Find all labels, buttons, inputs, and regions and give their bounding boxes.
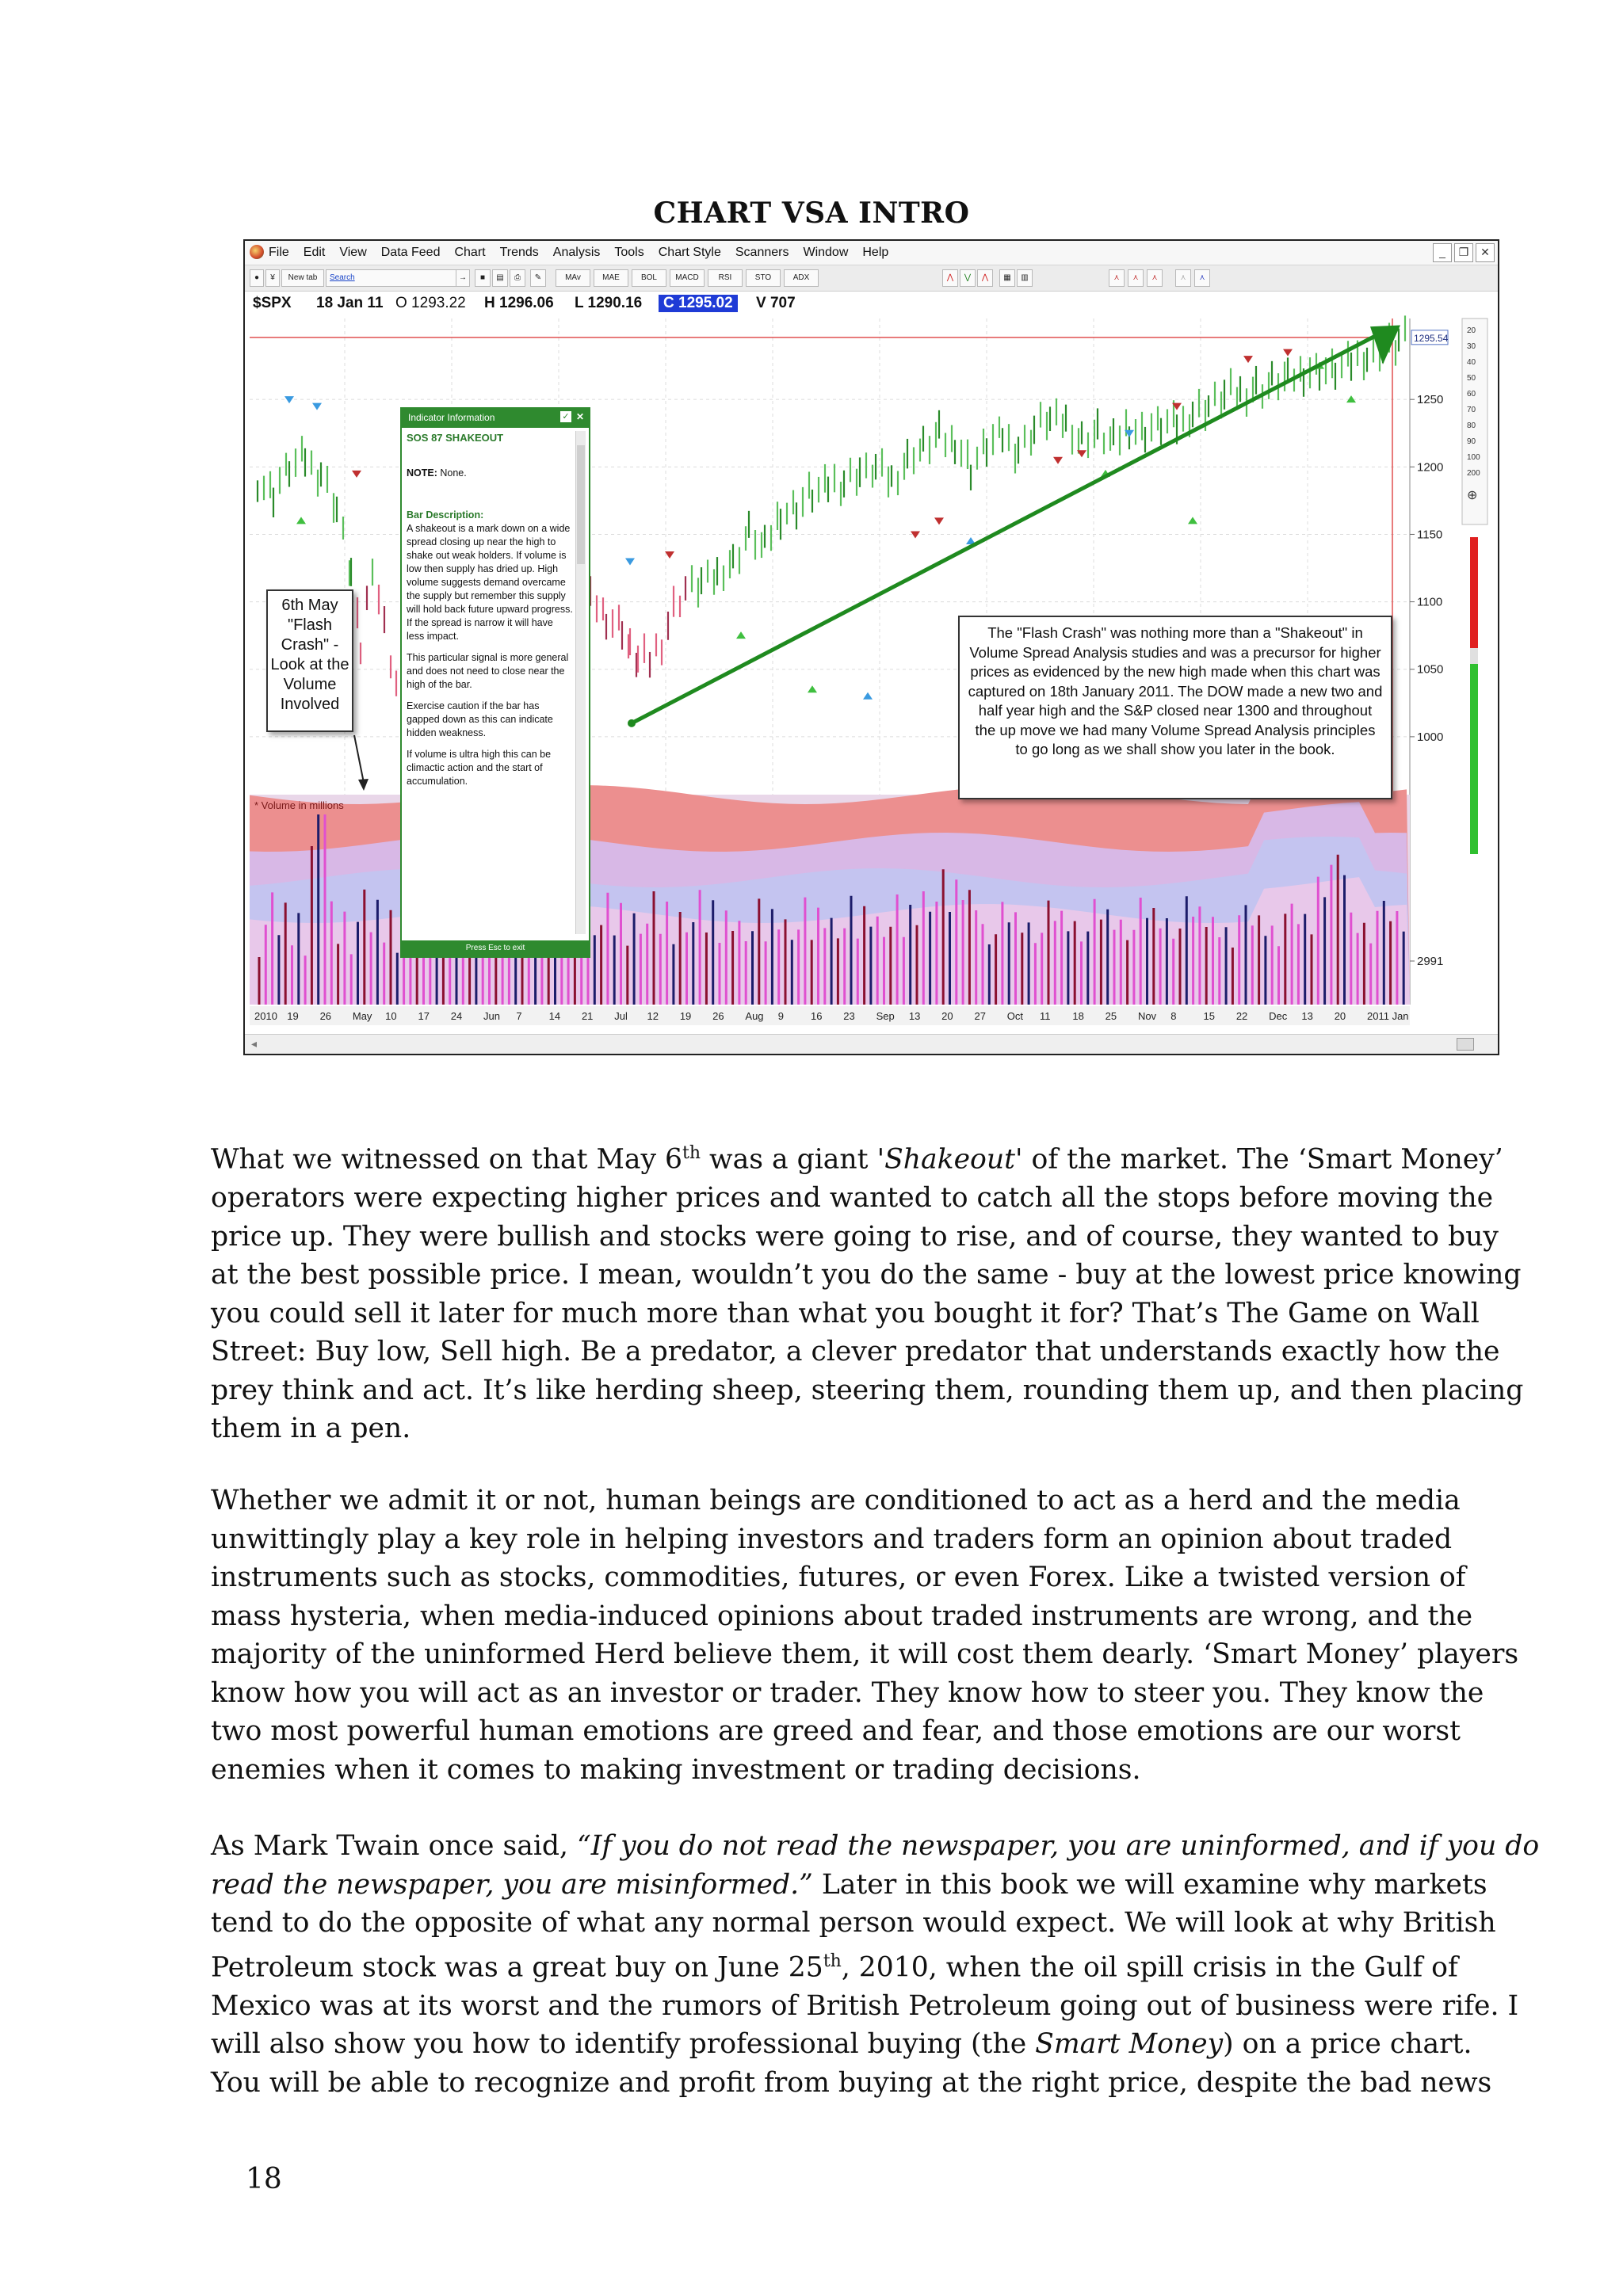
menu-item-analysis[interactable]: Analysis xyxy=(552,246,601,259)
horizontal-scrollbar[interactable] xyxy=(245,1034,1498,1054)
p3-line-3: tend to do the opposite of what any normal person would expect. We will look at why British xyxy=(211,1907,1496,1939)
restore-icon[interactable]: ❐ xyxy=(1454,243,1473,262)
indicator-button-mae[interactable]: MAE xyxy=(594,269,628,287)
description-p1: A shakeout is a mark down on a wide spread closing up near the high to shake out weak holders. If volume is low then supply has dried up. High volume suggests demand overcame the supply but remember this supply will hold back future upward progress. If the spread is narrow it will have less impact. xyxy=(407,523,573,642)
p1-line-5: you could sell it later for much more than what you bought it for? That’s The Game on Wall xyxy=(211,1297,1480,1329)
p3-line-2b: Later in this book we will examine why markets xyxy=(812,1868,1487,1901)
quote-open: O 1293.22 xyxy=(395,295,466,311)
paragraph-2 xyxy=(211,1482,1542,1789)
vsa-green-bar xyxy=(1470,664,1478,854)
date-tick-label: 12 xyxy=(647,1010,659,1022)
date-tick-label: 24 xyxy=(450,1010,463,1022)
last-price-tag: 1295.54 xyxy=(1414,332,1449,344)
note-label: NOTE: xyxy=(407,467,437,479)
description-p4: If volume is ultra high this can be climactic action and the start of accumulation. xyxy=(407,749,552,787)
popup-body xyxy=(407,431,573,796)
scroll-grip[interactable] xyxy=(1457,1038,1474,1051)
date-tick-label: Jun xyxy=(483,1010,501,1022)
quote-low: L 1290.16 xyxy=(575,295,643,311)
date-tick-label: 17 xyxy=(418,1010,430,1022)
minimize-icon[interactable]: _ xyxy=(1433,243,1452,262)
menu-item-data-feed[interactable]: Data Feed xyxy=(380,246,441,259)
page-number: 18 xyxy=(246,2163,282,2195)
chevron-down-icon[interactable]: ¥ xyxy=(265,269,280,287)
close-icon[interactable]: ✕ xyxy=(1476,243,1495,262)
p3-line-1 xyxy=(211,1827,1542,1866)
date-tick-label: 13 xyxy=(908,1010,921,1022)
date-tick-label: 20 xyxy=(1334,1010,1346,1022)
date-tick-label: May xyxy=(352,1010,372,1022)
trend-up-icon[interactable]: ⋁ xyxy=(960,269,976,287)
go-arrow-icon[interactable]: → xyxy=(456,269,470,287)
close-icon[interactable]: ✕ xyxy=(575,411,584,422)
p3-smart-money: Smart Money xyxy=(1035,2028,1224,2061)
p1-line-6: Street: Buy low, Sell high. Be a predator, a clever predator that understands exactly how the xyxy=(211,1336,1500,1368)
date-tick-label: 27 xyxy=(974,1010,986,1022)
p1-line-1a: What we witnessed on that May 6 xyxy=(211,1143,683,1176)
date-tick-label: Jul xyxy=(614,1010,628,1022)
signal-name: SOS 87 SHAKEOUT xyxy=(407,432,504,444)
p3-quote-1: “If you do not read the newspaper, you are uninformed, and if you do xyxy=(577,1830,1540,1862)
date-tick-label: Aug xyxy=(745,1010,764,1022)
open-icon[interactable]: ▤ xyxy=(492,269,508,287)
p3-line-4b: , 2010, when the oil spill crisis in the Gulf of xyxy=(841,1951,1458,1984)
p3-line-6a: will also show you how to identify professional buying (the xyxy=(211,2028,1036,2061)
menu-item-scanners[interactable]: Scanners xyxy=(735,246,789,259)
p2-line-5: majority of the uninformed Herd believe them, it will cost them dearly. ‘Smart Money’ players xyxy=(211,1638,1519,1670)
p1-line-1c: of the market. The ‘Smart Money’ xyxy=(1022,1143,1503,1176)
p2-line-4: mass hysteria, when media-induced opinions about traded instruments are wrong, and the xyxy=(211,1600,1473,1632)
popup-title-bar xyxy=(402,409,589,428)
vsa-scale-label: 80 xyxy=(1467,421,1476,430)
p3-sup: th xyxy=(823,1951,842,1971)
popup-footer: Press Esc to exit xyxy=(402,940,589,956)
vsa-scale-label: 100 xyxy=(1467,453,1480,462)
p2-line-3: instruments such as stocks, commodities, futures, or even Forex. Like a twisted version of xyxy=(211,1562,1466,1593)
price-tick-label: 1050 xyxy=(1417,662,1444,677)
menu-item-help[interactable]: Help xyxy=(862,246,889,259)
pattern-icon-1[interactable]: ⋏ xyxy=(1109,269,1125,287)
globe-icon[interactable]: ● xyxy=(250,269,264,287)
date-tick-label: 25 xyxy=(1105,1010,1117,1022)
date-tick-label: Sep xyxy=(876,1010,895,1022)
menu-item-file[interactable]: File xyxy=(269,246,289,259)
search-link[interactable]: Search xyxy=(326,269,457,287)
vsa-scale-label: 200 xyxy=(1467,469,1480,478)
quote-date: 18 Jan 11 xyxy=(316,295,384,311)
tools-icon[interactable]: ✎ xyxy=(530,269,546,287)
date-tick-label: Nov xyxy=(1137,1010,1157,1022)
scroll-left-icon[interactable]: ◂ xyxy=(251,1037,258,1050)
date-tick-label: 7 xyxy=(516,1010,522,1022)
chart-screenshot xyxy=(243,239,1499,1055)
p2-line-8: enemies when it comes to making investment or trading decisions. xyxy=(211,1753,1141,1786)
vsa-scale-label: 70 xyxy=(1467,406,1476,414)
pattern-icon-2[interactable]: ⋏ xyxy=(1128,269,1144,287)
p2-line-2: unwittingly play a key role in helping investors and traders form an opinion about traded xyxy=(211,1523,1453,1555)
date-tick-label: Oct xyxy=(1006,1010,1023,1022)
p1-shakeout: 'Shakeout' xyxy=(876,1143,1023,1176)
menu-bar xyxy=(245,241,1498,265)
date-tick-label: 23 xyxy=(843,1010,855,1022)
pattern-icon-5[interactable]: ⋏ xyxy=(1194,269,1210,287)
date-tick-label: 16 xyxy=(811,1010,823,1022)
menu-items xyxy=(269,246,888,260)
print-icon[interactable]: ⎙ xyxy=(510,269,525,287)
price-tick-label: 1200 xyxy=(1417,460,1444,475)
price-tick-label: 1000 xyxy=(1417,730,1444,744)
p2-line-6: know how you will act as an investor or trader. They know how to steer you. They know the xyxy=(211,1676,1484,1709)
window-controls xyxy=(1433,243,1495,262)
vsa-gap xyxy=(1470,648,1478,664)
grid-icon[interactable]: ▦ xyxy=(999,269,1015,287)
p1-line-4: at the best possible price. I mean, wouldn’t you do the same - buy at the lowest price knowing xyxy=(211,1259,1522,1291)
indicator-button-mav[interactable]: MAv xyxy=(556,269,590,287)
table-icon[interactable]: ▥ xyxy=(1017,269,1033,287)
date-tick-label: 10 xyxy=(385,1010,397,1022)
paragraph-3 xyxy=(211,1827,1542,2102)
p2-line-1: Whether we admit it or not, human beings are conditioned to act as a herd and the media xyxy=(211,1485,1461,1516)
date-tick-label: 20 xyxy=(941,1010,953,1022)
pattern-icon-4[interactable]: ⋏ xyxy=(1175,269,1191,287)
popup-title: Indicator Information xyxy=(408,412,495,423)
trend-arrow-start xyxy=(628,719,636,727)
indicator-button-rsi[interactable]: RSI xyxy=(708,269,743,287)
pattern-icon-3[interactable]: ⋏ xyxy=(1147,269,1163,287)
note-value: None. xyxy=(440,467,467,479)
p1-line-7: prey think and act. It’s like herding sheep, steering them, rounding them up, and then placing xyxy=(211,1374,1524,1406)
menu-item-view[interactable]: View xyxy=(339,246,367,259)
trend-down-icon[interactable]: ⋀ xyxy=(977,269,993,287)
p3-line-6 xyxy=(211,2025,1542,2064)
indicator-button-adx[interactable]: ADX xyxy=(784,269,819,287)
p3-line-4a: Petroleum stock was a great buy on June 25 xyxy=(211,1951,823,1984)
price-axis-bg xyxy=(1410,318,1457,1005)
price-tick-label: 1250 xyxy=(1417,393,1444,407)
date-tick-label: 8 xyxy=(1170,1010,1177,1022)
menu-item-chart[interactable]: Chart xyxy=(454,246,486,259)
price-tick-label: 1100 xyxy=(1417,595,1443,609)
quote-symbol: $SPX xyxy=(253,295,292,311)
date-tick-label: 15 xyxy=(1203,1010,1215,1022)
p3-line-6b: ) on a price chart. xyxy=(1223,2028,1472,2061)
paragraph-1 xyxy=(211,1135,1542,1448)
indicator-button-bol[interactable]: BOL xyxy=(632,269,666,287)
p2-line-7: two most powerful human emotions are greed and fear, and those emotions are our worst xyxy=(211,1715,1461,1747)
page-heading: CHART VSA INTRO xyxy=(653,196,970,230)
date-tick-label: 21 xyxy=(581,1010,594,1022)
note-line xyxy=(407,467,573,480)
vsa-scale-label: 90 xyxy=(1467,437,1476,446)
app-logo-icon xyxy=(250,245,264,259)
menu-item-edit[interactable]: Edit xyxy=(303,246,326,259)
p1-sup: th xyxy=(682,1143,701,1163)
date-tick-label: 19 xyxy=(679,1010,692,1022)
p3-line-7: You will be able to recognize and profit from buying at the right price, despite the bad news xyxy=(211,2066,1492,2099)
description-p2: This particular signal is more general and does not need to close near the high of the bar. xyxy=(407,652,569,690)
flash-crash-explanation-callout: The "Flash Crash" was nothing more than a "Shakeout" in Volume Spread Analysis studies and was a precursor for higher prices as evidenced by the new high made when this chart was captured on 18th January 2011. The DOW made a new two and half year high and the S&P closed near 1300 and throughout the up move we had many Volume Spread Analysis principles to go long as we shall show you later in the book. xyxy=(958,616,1392,799)
p1-line-3: price up. They were bullish and stocks were going to rise, and of course, they wanted to buy xyxy=(211,1220,1499,1253)
menu-item-trends[interactable]: Trends xyxy=(499,246,539,259)
p3-line-5: Mexico was at its worst and the rumors of British Petroleum going out of business were rife. I xyxy=(211,1989,1519,2022)
save-icon[interactable]: ■ xyxy=(475,269,491,287)
indicator-button-sto[interactable]: STO xyxy=(746,269,781,287)
p3-line-4 xyxy=(211,1943,1542,1987)
date-tick-label: 18 xyxy=(1072,1010,1084,1022)
vsa-scale-label: 50 xyxy=(1467,374,1476,383)
zoom-icon: ⊕ xyxy=(1467,489,1478,502)
quote-high: H 1296.06 xyxy=(484,295,554,311)
toolbar xyxy=(245,265,1498,292)
p1-line-8: them in a pen. xyxy=(211,1413,411,1445)
vsa-scale-label: 40 xyxy=(1467,358,1476,367)
p1-line-1 xyxy=(211,1135,1542,1179)
date-tick-label: 14 xyxy=(548,1010,561,1022)
indicator-button-macd[interactable]: MACD xyxy=(670,269,705,287)
date-tick-label: 26 xyxy=(319,1010,332,1022)
description-p3: Exercise caution if the bar has gapped down as this can indicate hidden weakness. xyxy=(407,700,553,738)
p1-line-2: operators were expecting higher prices and wanted to catch all the stops before moving the xyxy=(211,1182,1494,1215)
date-tick-label: 22 xyxy=(1235,1010,1248,1022)
date-tick-label: 9 xyxy=(777,1010,784,1022)
description-label: Bar Description: xyxy=(407,509,484,521)
date-tick-label: 26 xyxy=(712,1010,724,1022)
menu-item-window[interactable]: Window xyxy=(803,246,849,259)
date-tick-label: 13 xyxy=(1301,1010,1313,1022)
volume-axis-label: 2991 xyxy=(1417,955,1444,968)
p3-line-1a: As Mark Twain once said, xyxy=(211,1830,578,1862)
popup-scroll-thumb[interactable] xyxy=(577,445,585,564)
p3-quote-2: read the newspaper, you are misinformed.” xyxy=(211,1868,813,1901)
price-tick-label: 1150 xyxy=(1417,528,1443,542)
menu-item-chart-style[interactable]: Chart Style xyxy=(658,246,721,259)
date-tick-label: 2010 xyxy=(254,1010,277,1022)
quote-volume: V 707 xyxy=(756,295,796,311)
date-tick-label: 2011 Jan xyxy=(1367,1010,1409,1022)
date-tick-label: 19 xyxy=(287,1010,299,1022)
date-tick-label: 11 xyxy=(1040,1010,1051,1022)
vsa-scale-label: 30 xyxy=(1467,342,1476,351)
menu-item-tools[interactable]: Tools xyxy=(614,246,644,259)
p3-line-2 xyxy=(211,1866,1542,1905)
quote-close: C 1295.02 xyxy=(659,295,738,312)
p1-line-1b: was a giant xyxy=(701,1143,877,1176)
vsa-red-bar xyxy=(1470,537,1478,648)
may-flash-crash-callout: 6th May "Flash Crash" - Look at the Volume Involved xyxy=(266,589,353,732)
new-tab-button[interactable]: New tab xyxy=(281,269,324,287)
volume-title: * Volume in millions xyxy=(254,799,344,811)
vsa-scale-label: 20 xyxy=(1467,326,1476,335)
date-tick-label: Dec xyxy=(1269,1010,1288,1022)
trend-icon[interactable]: ⋀ xyxy=(942,269,958,287)
quote-bar xyxy=(245,292,1498,316)
check-icon[interactable]: ✓ xyxy=(560,411,571,422)
vsa-scale-label: 60 xyxy=(1467,390,1476,399)
popup-scrollbar[interactable] xyxy=(575,431,586,934)
indicator-info-popup xyxy=(400,407,590,958)
